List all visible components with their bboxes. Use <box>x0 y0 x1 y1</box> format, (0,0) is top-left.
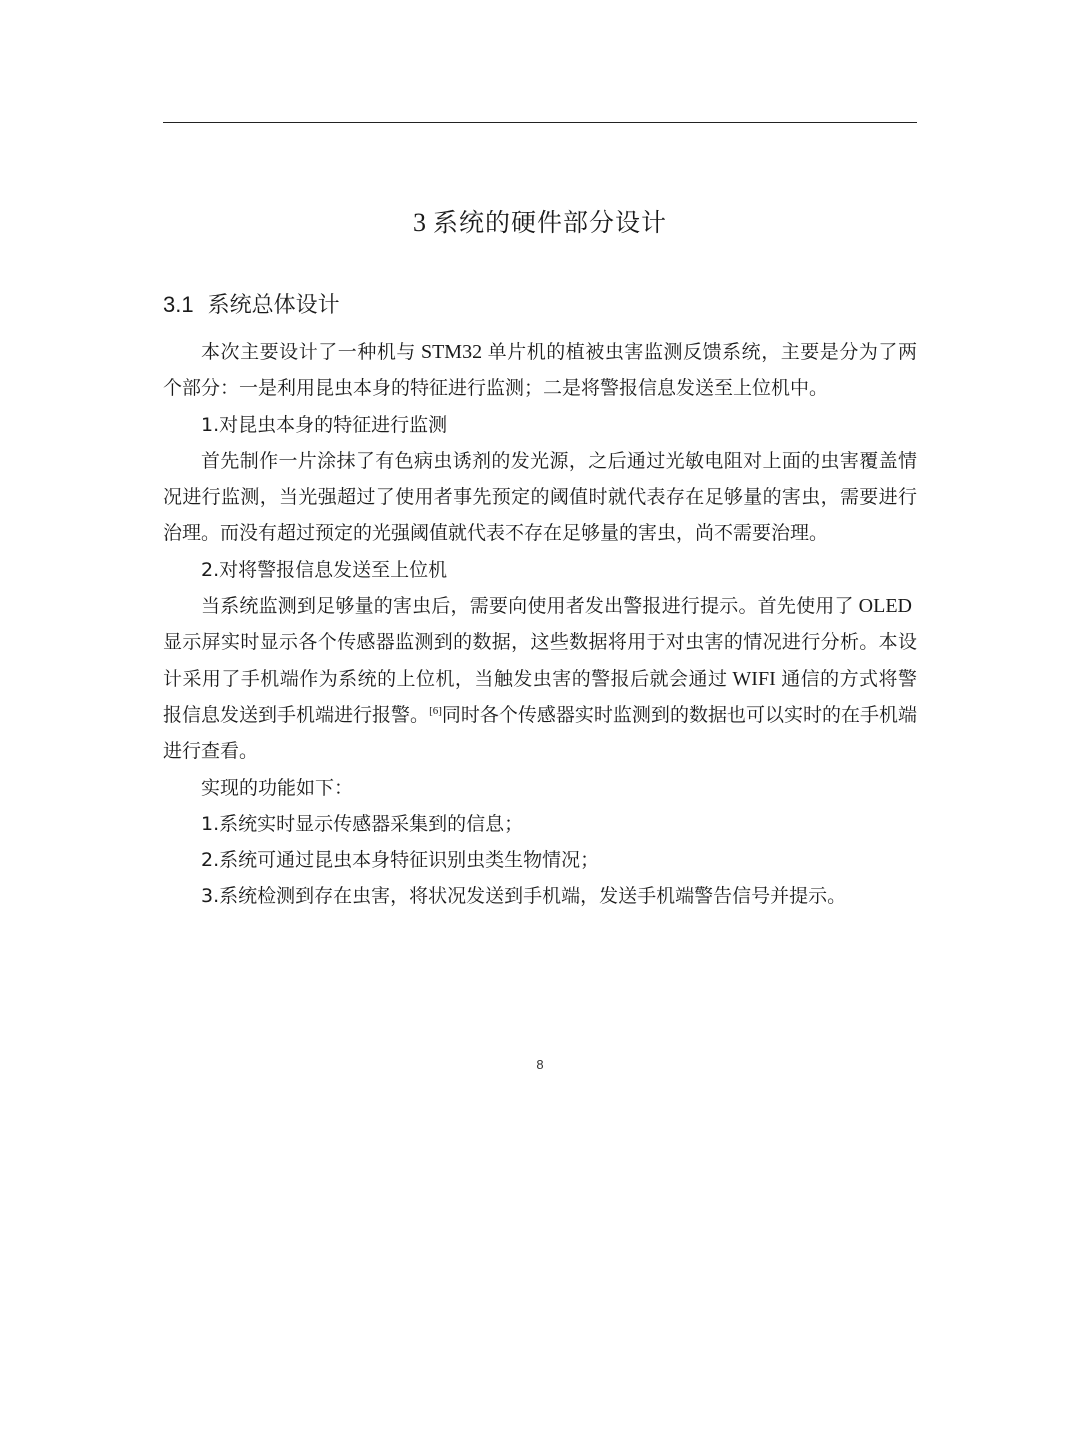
paragraph-intro-part-a: 本次主要设计了一种机与 <box>201 341 416 363</box>
term-oled: OLED <box>858 595 912 618</box>
list-heading-alarm: 2.对将警报信息发送至上位机 <box>201 558 448 581</box>
paragraph-alarm-part-f: 同时各个传感器实时监测到的数据也可以实时的在手机端进行查看。 <box>163 703 917 763</box>
paragraph-monitoring: 首先制作一片涂抹了有色病虫诱剂的发光源，之后通过光敏电阻对上面的虫害覆盖情况进行监测，当光强超过了使用者事先预定的阈值时就代表存在足够量的害虫，需要进行治理。而没有超过预定的光强阈值就代表不存在足够量的害虫，尚不需要治理。 <box>163 449 917 545</box>
list-heading-monitoring: 1.对昆虫本身的特征进行监测 <box>201 413 448 436</box>
paragraph-intro <box>163 334 917 407</box>
chapter-title <box>163 201 917 245</box>
paragraph-alarm <box>163 588 917 769</box>
functions-intro: 实现的功能如下： <box>201 776 354 799</box>
term-stm32: STM32 <box>420 341 483 363</box>
section-title <box>163 285 917 326</box>
paragraph-alarm-part-e: 通信的方式将警报信息发送到手机端进行报警。 <box>163 667 917 726</box>
page-number: 8 <box>536 1057 544 1072</box>
paragraph-intro-part-c: 单片机的植被虫害监测反馈系统，主要是分为了两个部分：一是利用昆虫本身的特征进行监测；二是将警报信息发送至上位机中。 <box>163 341 917 400</box>
paragraph-alarm-part-a: 当系统监测到足够量的害虫后，需要向使用者发出警报进行提示。首先使用了 <box>201 595 854 618</box>
function-item-2: 2.系统可通过昆虫本身特征识别虫类生物情况； <box>201 849 600 872</box>
header-rule <box>163 122 917 123</box>
function-item-1: 1.系统实时显示传感器采集到的信息； <box>201 812 524 835</box>
term-wifi: WIFI <box>732 667 776 690</box>
body-text <box>163 334 917 915</box>
section-title-text: 系统总体设计 <box>207 293 340 318</box>
chapter-title-text: 系统的硬件部分设计 <box>432 208 667 237</box>
paragraph-alarm-part-c: 显示屏实时显示各个传感器监测到的数据，这些数据将用于对虫害的情况进行分析。本设计采用了手机端作为系统的上位机，当触发虫害的警报后就会通过 <box>163 631 917 690</box>
chapter-number: 3 <box>412 208 427 237</box>
section-number: 3.1 <box>163 292 194 317</box>
function-item-3: 3.系统检测到存在虫害，将状况发送到手机端，发送手机端警告信号并提示。 <box>201 885 847 908</box>
citation-reference: [6] <box>429 704 442 717</box>
